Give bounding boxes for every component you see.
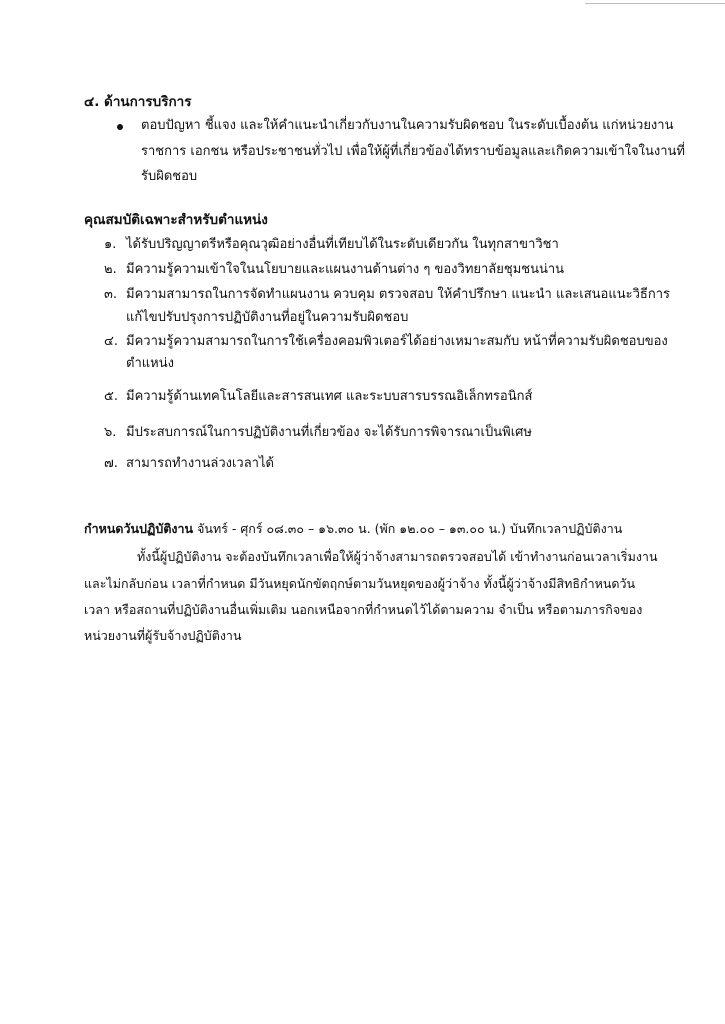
qualification-item-continued: แก้ไขปรับปรุงการปฏิบัติงานที่อยู่ในความรับผิดชอบ	[126, 310, 409, 325]
qualification-number: ๖.	[104, 425, 117, 440]
qualifications-heading: คุณสมบัติเฉพาะสำหรับตำแหน่ง	[84, 212, 268, 228]
qualification-item: ได้รับปริญญาตรีหรือคุณวุฒิอย่างอื่นที่เทียบได้ในระดับเดียวกัน ในทุกสาขาวิชา	[126, 237, 559, 252]
schedule-line-3: เวลา หรือสถานที่ปฏิบัติงานอื่นเพิ่มเติม นอกเหนือจากที่กำหนดไว้ได้ตามความ จำเป็น หรือตามภารกิจของ	[84, 602, 643, 617]
bullet-icon	[117, 124, 123, 130]
qualification-item: มีความรู้ด้านเทคโนโลยีและสารสนเทศ และระบบสารบรรณอิเล็กทรอนิกส์	[126, 389, 533, 404]
schedule-hours: จันทร์ - ศุกร์ ๐๘.๓๐ – ๑๖.๓๐ น. (พัก ๑๒.๐๐ – ๑๓.๐๐ น.) บันทึกเวลาปฏิบัติงาน	[193, 521, 623, 536]
qualification-item: มีความสามารถในการจัดทำแผนงาน ควบคุม ตรวจสอบ ให้คำปรึกษา แนะนำ และเสนอแนะวิธีการ	[126, 287, 670, 302]
qualification-number: ๓.	[104, 287, 118, 302]
service-line-3: รับผิดชอบ	[141, 169, 198, 184]
schedule-heading-line	[84, 520, 622, 538]
qualification-item: มีความรู้ความเข้าใจในนโยบายและแผนงานด้านต่าง ๆ ของวิทยาลัยชุมชนน่าน	[126, 262, 565, 277]
schedule-line-1: ทั้งนี้ผู้ปฏิบัติงาน จะต้องบันทึกเวลาเพื่อให้ผู้ว่าจ้างสามารถตรวจสอบได้ เข้าทำงานก่อนเวลาเริ่มงาน	[137, 549, 658, 564]
schedule-line-2: และไม่กลับก่อน เวลาที่กำหนด มีวันหยุดนักขัตฤกษ์ตามวันหยุดของผู้ว่าจ้าง ทั้งนี้ผู้ว่าจ้างมีสิทธิกำหนดวัน	[84, 576, 636, 591]
qualification-item-continued: ตำแหน่ง	[126, 356, 174, 371]
service-line-1: ตอบปัญหา ชี้แจง และให้คำแนะนำเกี่ยวกับงานในความรับผิดชอบ ในระดับเบื้องต้น แก่หน่วยงาน	[141, 118, 674, 133]
qualification-number: ๔.	[104, 334, 118, 349]
schedule-heading: กำหนดวันปฏิบัติงาน	[84, 521, 194, 536]
service-line-2: ราชการ เอกชน หรือประชาชนทั่วไป เพื่อให้ผู้ที่เกี่ยวข้องได้ทราบข้อมูลและเกิดความเข้าใจในงานที่	[141, 144, 685, 159]
qualification-item: มีความรู้ความสามารถในการใช้เครื่องคอมพิวเตอร์ได้อย่างเหมาะสมกับ หน้าที่ความรับผิดชอบของ	[126, 334, 668, 349]
qualification-number: ๒.	[104, 262, 117, 277]
qualification-number: ๗.	[104, 456, 118, 471]
service-heading: ๔. ด้านการบริการ	[84, 94, 192, 110]
qualification-item: มีประสบการณ์ในการปฏิบัติงานที่เกี่ยวข้อง จะได้รับการพิจารณาเป็นพิเศษ	[126, 425, 532, 440]
qualification-number: ๑.	[104, 237, 117, 252]
scan-edge-line	[585, 3, 725, 4]
qualification-number: ๕.	[104, 389, 118, 404]
schedule-line-4: หน่วยงานที่ผู้รับจ้างปฏิบัติงาน	[84, 628, 242, 643]
qualification-item: สามารถทำงานล่วงเวลาได้	[126, 456, 274, 471]
